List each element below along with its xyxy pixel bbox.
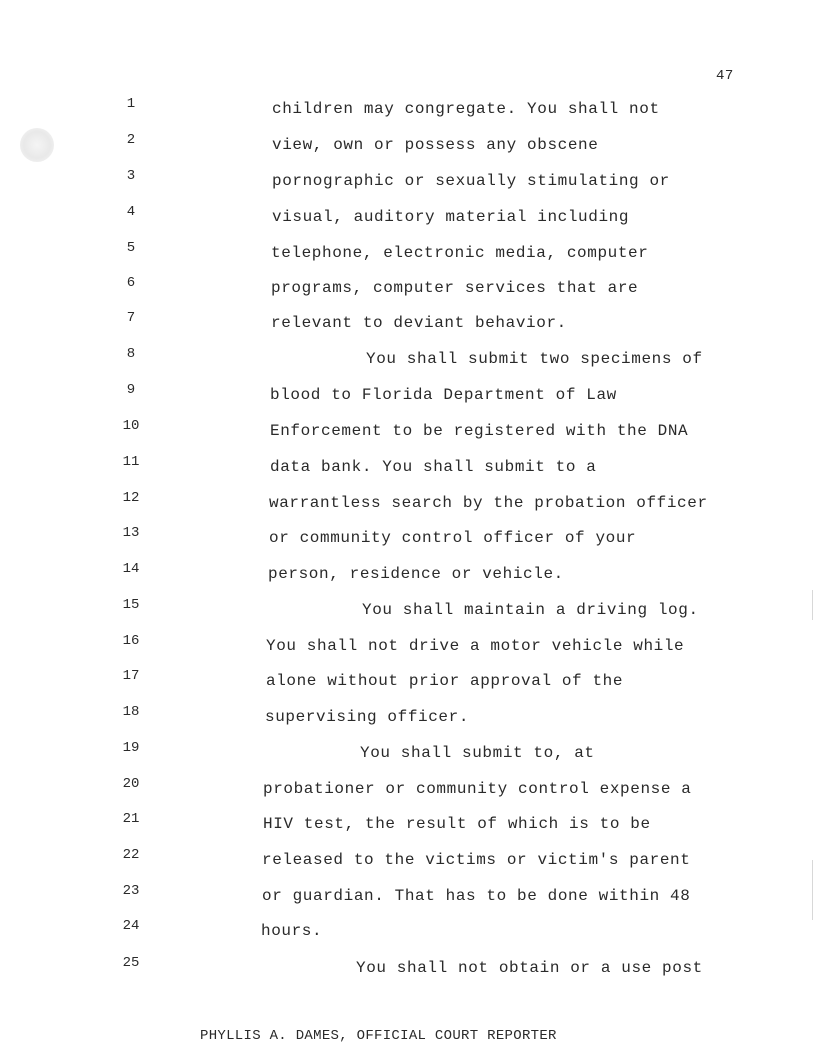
line-number: 23 (122, 883, 140, 899)
line-number: 13 (122, 525, 140, 541)
transcript-line (0, 240, 816, 264)
line-text: Enforcement to be registered with the DNA (270, 422, 689, 440)
line-number: 18 (122, 704, 140, 720)
line-text: You shall not obtain or a use post (356, 959, 703, 977)
line-text: data bank. You shall submit to a (270, 458, 597, 476)
line-text: blood to Florida Department of Law (270, 386, 617, 404)
line-text: person, residence or vehicle. (268, 565, 564, 583)
line-text: HIV test, the result of which is to be (263, 815, 651, 833)
page-number: 47 (716, 68, 734, 84)
transcript-line (0, 811, 816, 835)
transcript-line (0, 310, 816, 334)
line-number: 17 (122, 668, 140, 684)
line-number: 4 (126, 204, 136, 220)
line-text: supervising officer. (265, 708, 470, 726)
transcript-line (0, 204, 816, 228)
line-number: 9 (126, 382, 136, 398)
transcript-line (0, 525, 816, 549)
line-text: relevant to deviant behavior. (271, 314, 567, 332)
court-reporter-footer: PHYLLIS A. DAMES, OFFICIAL COURT REPORTER (200, 1028, 557, 1044)
line-text: programs, computer services that are (271, 279, 639, 297)
transcript-line (0, 275, 816, 299)
line-text: released to the victims or victim's parent (262, 851, 691, 869)
line-number: 3 (126, 168, 136, 184)
transcript-line (0, 490, 816, 514)
line-number: 12 (122, 490, 140, 506)
transcript-line (0, 561, 816, 585)
line-text: visual, auditory material including (272, 208, 630, 226)
line-number: 16 (122, 633, 140, 649)
line-number: 15 (122, 597, 140, 613)
line-text: You shall submit to, at (360, 744, 595, 762)
line-number: 5 (126, 240, 136, 256)
line-text: You shall maintain a driving log. (362, 601, 699, 619)
transcript-line (0, 168, 816, 192)
transcript-line (0, 955, 816, 979)
line-number: 6 (126, 275, 136, 291)
transcript-line (0, 740, 816, 764)
line-number: 8 (126, 346, 136, 362)
transcript-line (0, 454, 816, 478)
line-number: 7 (126, 310, 136, 326)
line-text: probationer or community control expense a (263, 780, 692, 798)
line-text: hours. (261, 922, 323, 940)
transcript-line (0, 918, 816, 942)
transcript-line (0, 668, 816, 692)
transcript-line (0, 704, 816, 728)
line-number: 25 (122, 955, 140, 971)
line-number: 20 (122, 776, 140, 792)
line-number: 21 (122, 811, 140, 827)
transcript-line (0, 346, 816, 370)
transcript-line (0, 883, 816, 907)
line-text: alone without prior approval of the (266, 672, 624, 690)
line-number: 1 (126, 96, 136, 112)
line-number: 11 (122, 454, 140, 470)
line-text: You shall submit two specimens of (366, 350, 703, 368)
line-number: 14 (122, 561, 140, 577)
transcript-line (0, 847, 816, 871)
transcript-line (0, 597, 816, 621)
transcript-line (0, 96, 816, 120)
line-text: or guardian. That has to be done within 48 (262, 887, 691, 905)
transcript-line (0, 776, 816, 800)
line-text: children may congregate. You shall not (272, 100, 660, 118)
line-text: warrantless search by the probation officer (269, 494, 708, 512)
transcript-line (0, 382, 816, 406)
line-text: telephone, electronic media, computer (271, 244, 649, 262)
line-number: 2 (126, 132, 136, 148)
line-number: 24 (122, 918, 140, 934)
transcript-line (0, 633, 816, 657)
line-text: pornographic or sexually stimulating or (272, 172, 670, 190)
transcript-line (0, 132, 816, 156)
line-number: 10 (122, 418, 140, 434)
transcript-line (0, 418, 816, 442)
line-text: You shall not drive a motor vehicle while (266, 637, 685, 655)
line-number: 22 (122, 847, 140, 863)
line-text: view, own or possess any obscene (272, 136, 599, 154)
line-number: 19 (122, 740, 140, 756)
line-text: or community control officer of your (269, 529, 637, 547)
